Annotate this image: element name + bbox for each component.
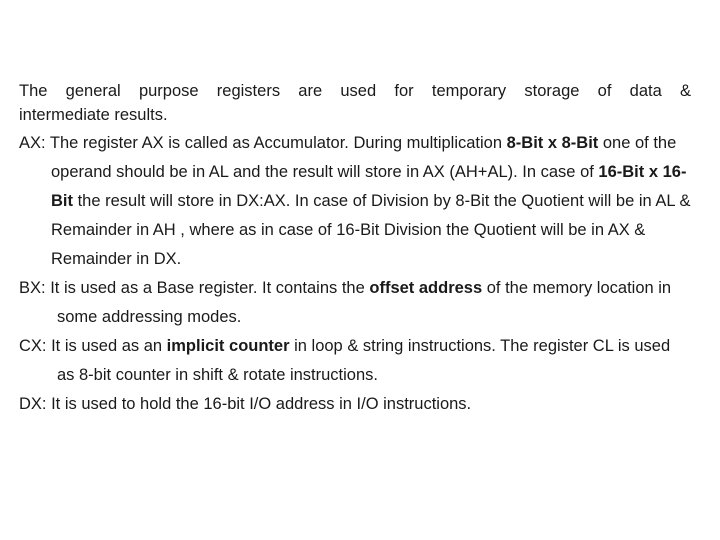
intro-line-2: intermediate results.	[19, 106, 168, 124]
register-ax-paragraph	[19, 129, 691, 274]
register-dx-text: It is used to hold the 16-bit I/O address in I/O instructions.	[46, 395, 472, 413]
register-cx-key: CX:	[19, 337, 47, 355]
register-cx-text: It is used as an	[46, 337, 167, 355]
register-ax-text: the result will store in DX:AX. In case of Division by 8-Bit the Quotient will be in AL & Remainder in AH , where as in case of 16-Bit Division the Quotient will be in AX & Remainder in DX.	[51, 192, 691, 268]
register-bx-paragraph	[19, 274, 691, 332]
register-bx-text: of the memory location in some addressing modes.	[57, 279, 672, 326]
register-dx-key: DX:	[19, 395, 47, 413]
register-ax-key: AX:	[19, 134, 46, 152]
register-dx-paragraph	[19, 390, 691, 419]
register-bx-bold-offset: offset address	[369, 279, 483, 297]
register-ax-bold-16bit: 16-Bit x 16-Bit	[51, 163, 687, 210]
register-bx-text: It is used as a Base register. It contains the	[45, 279, 370, 297]
register-ax-text: one of the operand should be in AL and the result will store in AX (AH+AL). In case of	[51, 134, 677, 181]
register-cx-text: in loop & string instructions. The register CL is used as 8-bit counter in shift & rotate instructions.	[57, 337, 671, 384]
slide-body	[19, 79, 691, 419]
intro-paragraph	[19, 79, 691, 127]
register-bx-key: BX:	[19, 279, 46, 297]
register-cx-paragraph	[19, 332, 691, 390]
intro-line-1: The general purpose registers are used for temporary storage of data &	[19, 82, 691, 100]
register-cx-bold-counter: implicit counter	[166, 337, 290, 355]
register-ax-bold-8bit: 8-Bit x 8-Bit	[506, 134, 599, 152]
register-ax-text: The register AX is called as Accumulator. During multiplication	[45, 134, 507, 152]
